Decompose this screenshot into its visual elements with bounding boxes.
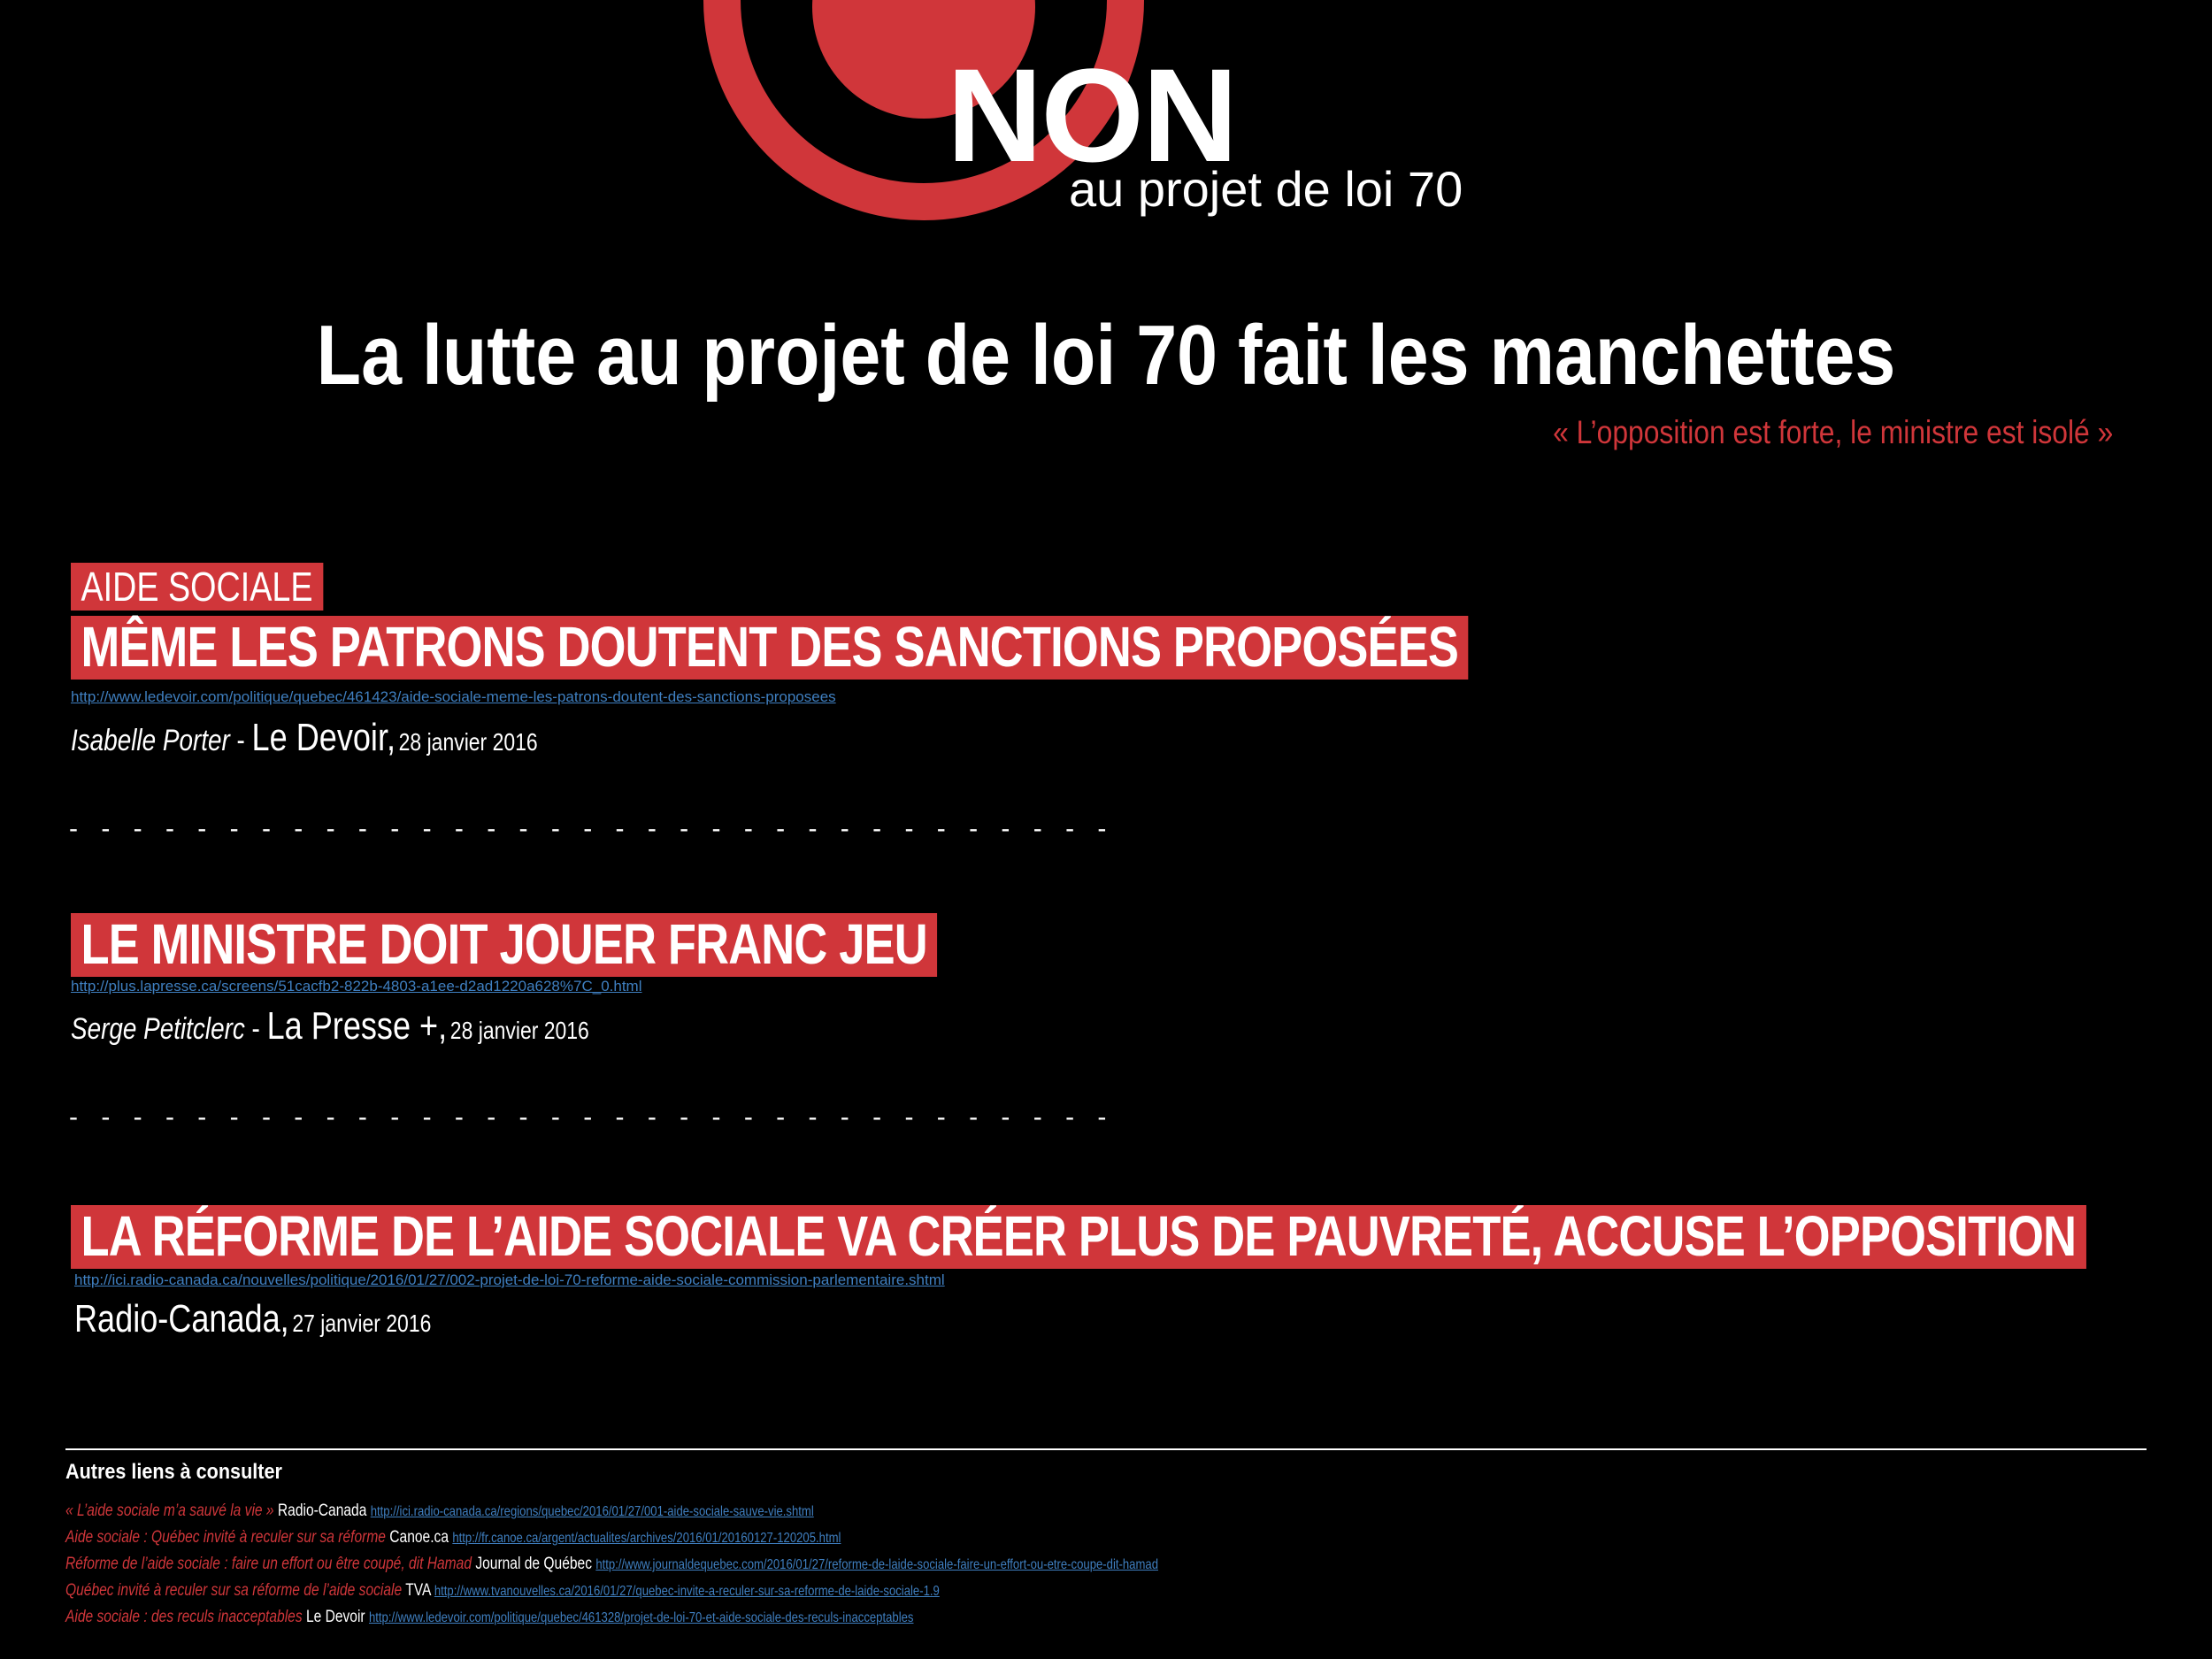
list-item bbox=[65, 1578, 1158, 1604]
link-url[interactable]: http://ici.radio-canada.ca/regions/quebec/2016/01/27/001-aide-sociale-sauve-vie.shtml bbox=[370, 1504, 814, 1519]
list-item bbox=[65, 1498, 1158, 1525]
byline-separator: - bbox=[244, 1012, 267, 1046]
article-link[interactable]: http://www.ledevoir.com/politique/quebec/461423/aide-sociale-meme-les-patrons-doutent-des-sanctions-proposees bbox=[71, 688, 836, 705]
link-url[interactable]: http://www.tvanouvelles.ca/2016/01/27/quebec-invite-a-reculer-sur-sa-reforme-de-laide-sociale-1.9 bbox=[434, 1584, 940, 1599]
link-outlet: TVA bbox=[405, 1581, 431, 1600]
link-title: Québec invité à reculer sur sa réforme de l’aide sociale bbox=[65, 1581, 403, 1600]
footer-divider bbox=[65, 1448, 2147, 1450]
article-link[interactable]: http://ici.radio-canada.ca/nouvelles/politique/2016/01/27/002-projet-de-loi-70-reforme-aide-sociale-commission-parlementaire.shtml bbox=[74, 1271, 945, 1288]
article-date: 28 janvier 2016 bbox=[398, 728, 538, 756]
article-outlet: Le Devoir, bbox=[251, 716, 396, 759]
article-outlet: Radio-Canada, bbox=[74, 1297, 289, 1340]
link-outlet: Canoe.ca bbox=[389, 1528, 449, 1547]
headline-quote: « L’opposition est forte, le ministre est isolé » bbox=[1552, 414, 2113, 450]
other-links-title: Autres liens à consulter bbox=[65, 1460, 282, 1484]
article-headline: MÊME LES PATRONS DOUTENT DES SANCTIONS PROPOSÉES bbox=[71, 616, 1469, 680]
article-byline bbox=[74, 1297, 432, 1340]
byline-separator: - bbox=[229, 724, 252, 757]
link-title: « L’aide sociale m’a sauvé la vie » bbox=[65, 1502, 274, 1520]
section-tag: AIDE SOCIALE bbox=[71, 563, 323, 611]
link-outlet: Le Devoir bbox=[305, 1608, 365, 1626]
article-headline: LE MINISTRE DOIT JOUER FRANC JEU bbox=[71, 913, 937, 977]
article-1 bbox=[71, 563, 379, 611]
link-title: Aide sociale : des reculs inacceptables bbox=[65, 1608, 303, 1626]
logo-word: NON bbox=[947, 41, 1237, 189]
article-1-headline-wrap bbox=[71, 616, 1469, 680]
article-author: Isabelle Porter bbox=[71, 724, 230, 757]
link-outlet: Radio-Canada bbox=[277, 1502, 367, 1520]
divider: - - - - - - - - - - - - - - - - - - - - - - - - - - - - - - - - - bbox=[69, 814, 1115, 843]
other-links-list bbox=[65, 1498, 1398, 1631]
article-date: 27 janvier 2016 bbox=[292, 1310, 432, 1337]
divider: - - - - - - - - - - - - - - - - - - - - - - - - - - - - - - - - - bbox=[69, 1102, 1115, 1132]
article-byline bbox=[71, 718, 538, 757]
logo-subtitle: au projet de loi 70 bbox=[1069, 161, 1463, 217]
article-headline: LA RÉFORME DE L’AIDE SOCIALE VA CRÉER PLUS DE PAUVRETÉ, ACCUSE L’OPPOSITION bbox=[71, 1205, 2086, 1269]
link-url[interactable]: http://fr.canoe.ca/argent/actualites/archives/2016/01/20160127-120205.html bbox=[452, 1531, 841, 1546]
link-url[interactable]: http://www.ledevoir.com/politique/quebec/461328/projet-de-loi-70-et-aide-sociale-des-reculs-inacceptables bbox=[368, 1610, 914, 1625]
article-outlet: La Presse +, bbox=[266, 1004, 448, 1048]
article-3 bbox=[71, 1205, 2086, 1269]
article-byline bbox=[71, 1004, 589, 1048]
article-link[interactable]: http://plus.lapresse.ca/screens/51cacfb2-822b-4803-a1ee-d2ad1220a628%7C_0.html bbox=[71, 978, 642, 995]
link-url[interactable]: http://www.journaldequebec.com/2016/01/27/reforme-de-laide-sociale-faire-un-effort-ou-etre-coupe-dit-hamad bbox=[595, 1557, 1159, 1572]
list-item bbox=[65, 1551, 1158, 1578]
link-title: Réforme de l’aide sociale : faire un effort ou être coupé, dit Hamad bbox=[65, 1555, 472, 1573]
list-item bbox=[65, 1525, 1158, 1551]
article-author: Serge Petitclerc bbox=[71, 1012, 245, 1046]
link-title: Aide sociale : Québec invité à reculer sur sa réforme bbox=[65, 1528, 386, 1547]
article-date: 28 janvier 2016 bbox=[449, 1017, 589, 1044]
article-2 bbox=[71, 913, 937, 977]
list-item bbox=[65, 1604, 1158, 1631]
link-outlet: Journal de Québec bbox=[475, 1555, 592, 1573]
page-title: La lutte au projet de loi 70 fait les manchettes bbox=[316, 308, 1896, 403]
